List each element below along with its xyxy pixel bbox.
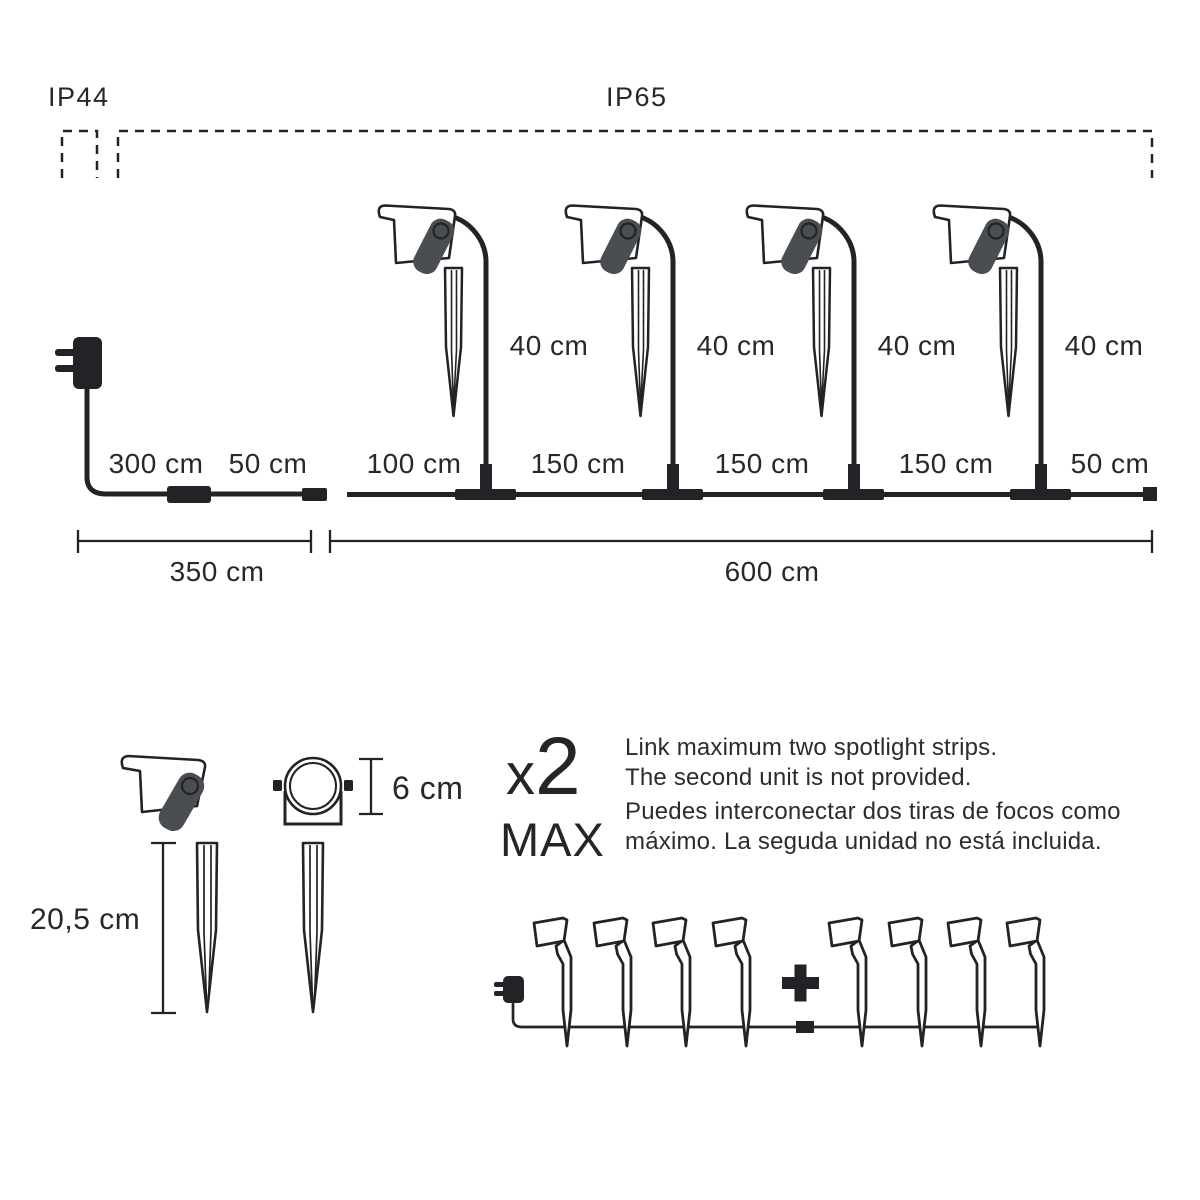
spacing-label: 150 cm: [714, 448, 810, 479]
strip-total-label: 600 cm: [724, 556, 820, 587]
spacing-label: 150 cm: [530, 448, 626, 479]
spotlight-side-view: [122, 756, 217, 1012]
multiplier-x: x: [506, 742, 535, 807]
plug-icon: [55, 337, 102, 389]
spot-height-label: 40 cm: [1064, 330, 1144, 361]
spike-length-label: 20,5 cm: [30, 903, 141, 936]
lead-end-connector-icon: [302, 488, 327, 501]
ip65-zone-outline: [118, 131, 1152, 178]
note-spanish: [625, 797, 1121, 857]
spot-height-label: 40 cm: [877, 330, 957, 361]
pivot-knob-icon: [344, 780, 353, 791]
ground-spike-icon: [197, 843, 217, 1012]
spacing-label: 50 cm: [1070, 448, 1150, 479]
spacing-label: 100 cm: [366, 448, 462, 479]
ip65-label: IP65: [606, 82, 668, 112]
spotlight-front-view: [273, 758, 353, 1012]
lead-segment-label: 50 cm: [228, 448, 308, 479]
linking-diagram: [494, 918, 1044, 1046]
note-english: [625, 733, 997, 793]
ground-spike-icon: [303, 843, 323, 1012]
plus-icon: [782, 965, 819, 1002]
transformer-box-icon: [167, 486, 211, 503]
note-en-line1: Link maximum two spotlight strips.: [625, 734, 998, 761]
strip-end-connector-icon: [1143, 487, 1157, 501]
strip-cable: [513, 1003, 1041, 1027]
ip44-zone-outline: [62, 131, 97, 178]
plug-icon: [494, 976, 524, 1003]
note-es-line2: máximo. La seguda unidad no está incluida.: [625, 828, 1102, 855]
x2-max-badge: [506, 721, 581, 814]
head-diameter-label: 6 cm: [392, 770, 464, 806]
lens-ring-icon: [285, 758, 341, 814]
lead-total-label: 350 cm: [169, 556, 265, 587]
spot-height-label: 40 cm: [509, 330, 589, 361]
lead-segment-label: 300 cm: [108, 448, 204, 479]
dimension-lines: [78, 530, 1152, 553]
multiplier-num: 2: [535, 721, 581, 812]
pivot-knob-icon: [273, 780, 282, 791]
spike-length-dimension: [151, 843, 176, 1013]
note-en-line2: The second unit is not provided.: [625, 764, 972, 791]
note-es-line1: Puedes interconectar dos tiras de focos como: [625, 798, 1121, 825]
spacing-label: 150 cm: [898, 448, 994, 479]
max-label: MAX: [500, 813, 605, 866]
ip44-label: IP44: [48, 82, 110, 112]
strip-link-connector-icon: [796, 1021, 814, 1033]
spot-height-label: 40 cm: [696, 330, 776, 361]
head-diameter-dimension: [359, 759, 383, 814]
